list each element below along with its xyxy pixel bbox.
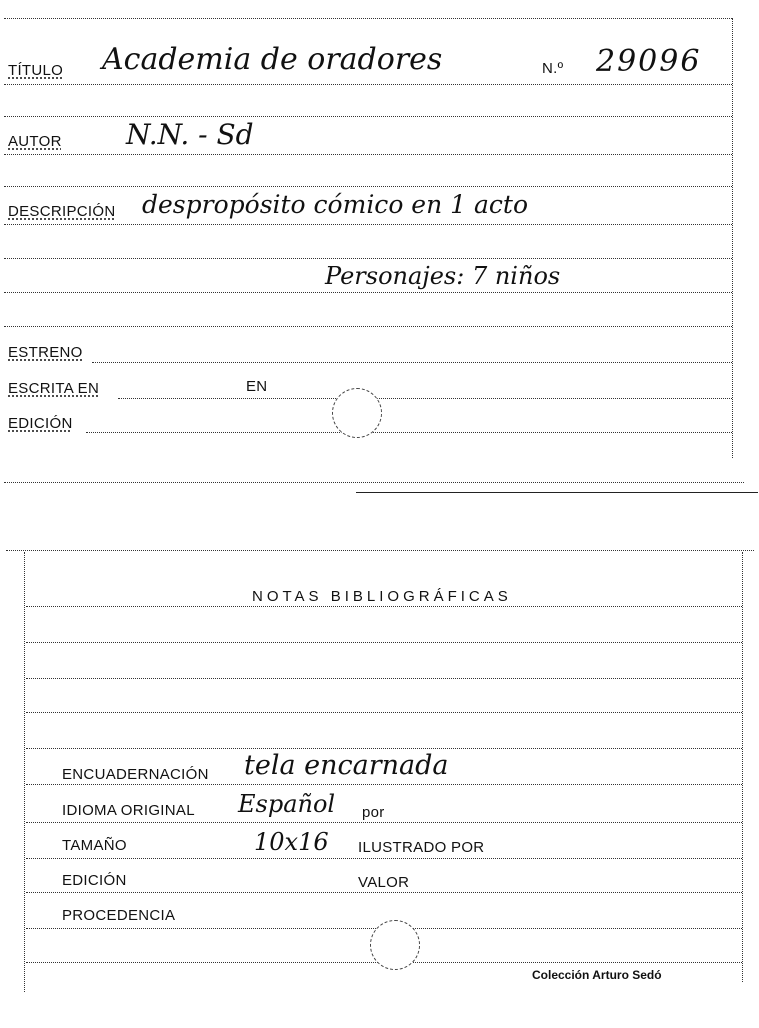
row-line <box>26 822 742 823</box>
card-top-edge <box>4 18 732 19</box>
catalog-card-top <box>0 0 759 500</box>
row-line <box>26 712 742 713</box>
handwritten-encuadernacion: tela encarnada <box>244 750 449 781</box>
label-numero: N.º <box>542 60 564 77</box>
label-escrita-en: ESCRITA EN <box>8 380 100 397</box>
row-line <box>4 84 732 85</box>
handwritten-titulo: Academia de oradores <box>102 42 443 77</box>
row-line <box>4 116 732 117</box>
heading-notas-bibliograficas: NOTAS BIBLIOGRÁFICAS <box>252 588 512 605</box>
row-line <box>4 186 732 187</box>
punch-hole-bottom <box>370 920 420 970</box>
handwritten-descripcion: despropósito cómico en 1 acto <box>142 190 529 219</box>
row-line <box>4 292 732 293</box>
card-right-edge <box>742 552 743 982</box>
label-procedencia: PROCEDENCIA <box>62 907 176 924</box>
label-ilustrado-por: ILUSTRADO POR <box>358 839 485 856</box>
handwritten-tamano: 10x16 <box>254 828 329 856</box>
row-line <box>4 224 732 225</box>
collection-stamp: Colección Arturo Sedó <box>532 968 662 982</box>
card-separator <box>356 492 758 493</box>
card-top-edge <box>6 550 754 551</box>
row-line <box>26 748 742 749</box>
label-autor: AUTOR <box>8 133 62 150</box>
label-descripcion: DESCRIPCIÓN <box>8 203 116 220</box>
row-line <box>26 892 742 893</box>
row-line <box>92 362 732 363</box>
handwritten-personajes: Personajes: 7 niños <box>325 262 561 290</box>
row-line <box>26 606 742 607</box>
label-por: por <box>362 804 385 821</box>
row-line <box>26 678 742 679</box>
label-idioma-original: IDIOMA ORIGINAL <box>62 802 195 819</box>
row-line <box>4 154 732 155</box>
card-right-edge <box>732 18 733 458</box>
handwritten-numero: 29096 <box>596 44 702 79</box>
catalog-card-bottom <box>0 500 759 1028</box>
card-left-edge <box>24 552 25 992</box>
row-line <box>118 398 732 399</box>
label-en: EN <box>246 378 268 395</box>
label-tamano: TAMAÑO <box>62 837 127 854</box>
label-encuadernacion: ENCUADERNACIÓN <box>62 766 209 783</box>
row-line <box>4 326 732 327</box>
row-line <box>86 432 732 433</box>
card-bottom-edge <box>4 482 744 483</box>
label-titulo: TÍTULO <box>8 62 64 79</box>
handwritten-idioma-original: Español <box>238 790 336 818</box>
punch-hole-top <box>332 388 382 438</box>
row-line <box>26 858 742 859</box>
row-line <box>4 258 732 259</box>
handwritten-autor: N.N. - Sd <box>126 118 254 151</box>
label-estreno: ESTRENO <box>8 344 83 361</box>
row-line <box>26 784 742 785</box>
label-edicion-top: EDICIÓN <box>8 415 73 432</box>
label-edicion-bottom: EDICIÓN <box>62 872 127 889</box>
label-valor: VALOR <box>358 874 410 891</box>
row-line <box>26 642 742 643</box>
